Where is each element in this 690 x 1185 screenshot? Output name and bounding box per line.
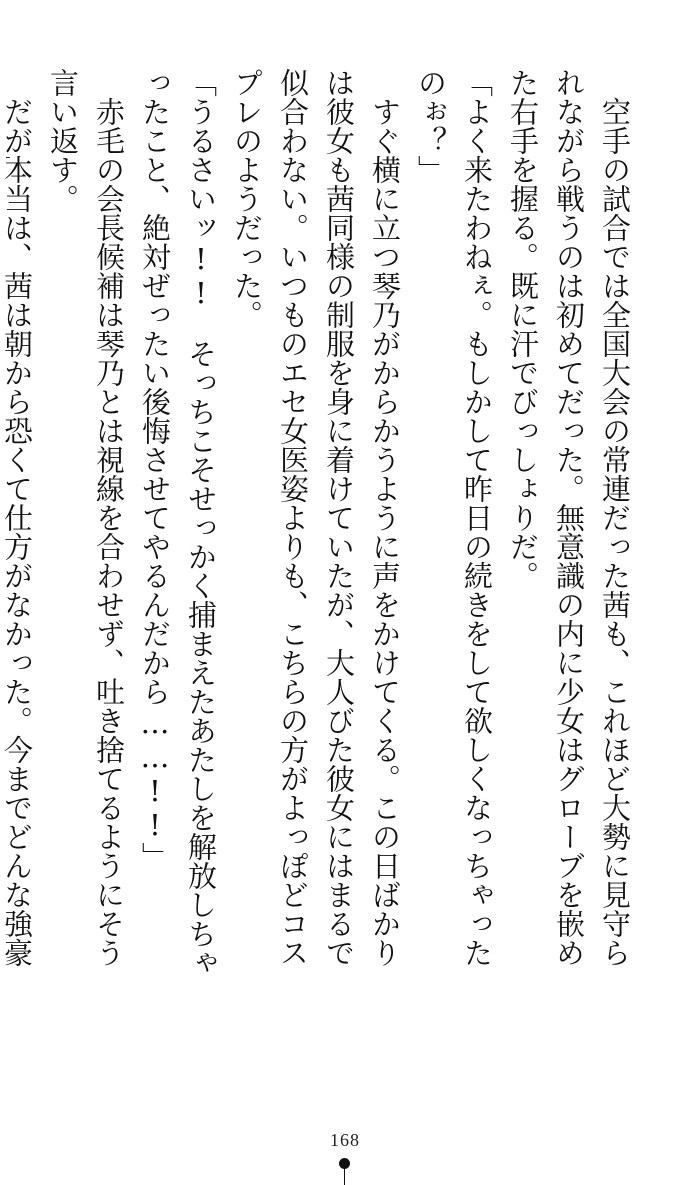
paragraph-4: 「うるさいッ!! そっちこそせっかく捕まえたあたしを解放しちゃったこと、絶対ぜったい後悔させてやるんだから……!!」 (138, 68, 218, 977)
page-number: 168 (330, 1130, 360, 1150)
vertical-text-body (0, 68, 638, 988)
paragraph-2: 「よく来たわねぇ。もしかして昨日の続きをして欲しくなっちゃったのぉ？」 (414, 68, 494, 967)
page-marker-stem (344, 1168, 345, 1185)
page-marker-icon (339, 1158, 350, 1185)
paragraph-1: 空手の試合では全国大会の常連だった茜も、これほど大勢に見守られながら戦うのは初めてだった。無意識の内に少女はグローブを嵌めた右手を握る。既に汗でびっしょりだ。 (506, 68, 632, 967)
paragraph-5: 赤毛の会長候補は琴乃とは視線を合わせず、吐き捨てるようにそう言い返す。 (46, 68, 126, 967)
paragraph-3: すぐ横に立つ琴乃がからかうように声をかけてくる。この日ばかりは彼女も茜同様の制服を身に着けていたが、大人びた彼女にはまるで似合わない。いつものエセ女医姿よりも、こちらの方がよっぽどコスプレのようだった。 (230, 68, 402, 967)
paragraph-6: だが本当は、茜は朝から恐くて仕方がなかった。今までどんな強豪 (0, 97, 34, 967)
